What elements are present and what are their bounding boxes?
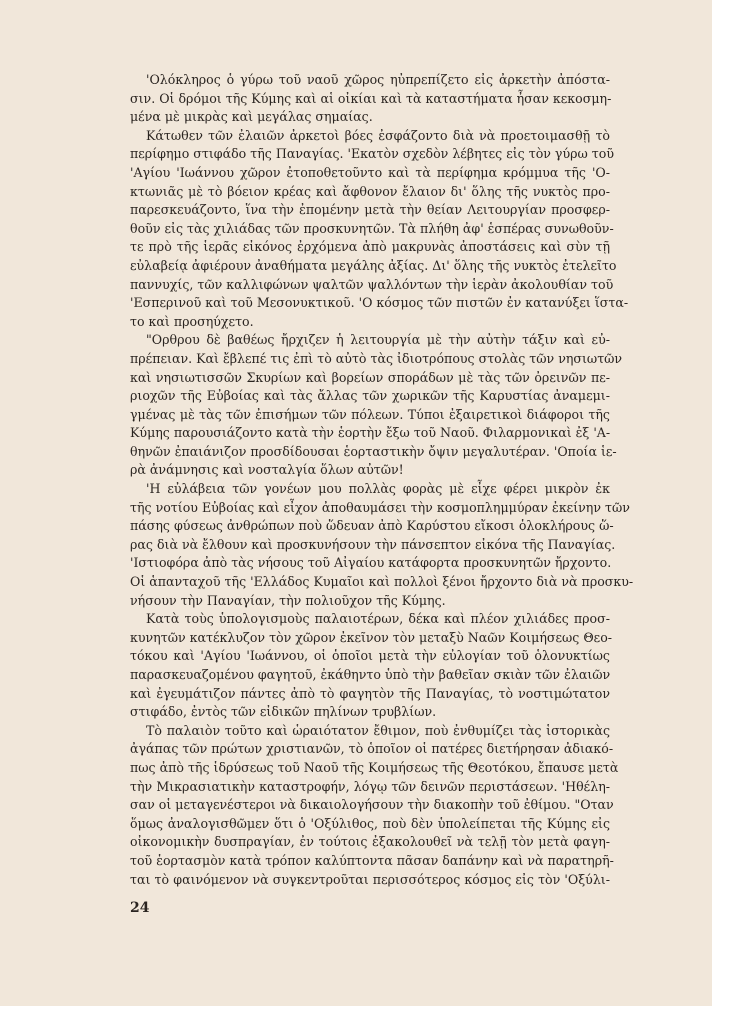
text-line: κυνητῶν κατέκλυζον τὸν χῶρον ἐκεῖνον τὸν μεταξὺ Ναῶν Κοιμήσεως Θεο- bbox=[130, 629, 613, 645]
text-line: τόκου καὶ 'Αγίου 'Ιωάννου, οἱ ὁποῖοι μετὰ τὴν εὐλογίαν τοῦ ὁλονυκτίως bbox=[130, 648, 610, 664]
text-line: 'Ιστιοφόρα ἀπὸ τὰς νήσους τοῦ Αἰγαίου κατάφορτα προσκυνητῶν ἤρχοντο. bbox=[130, 555, 612, 571]
text-line: περίφημο στιφάδο τῆς Παναγίας. 'Εκατὸν σχεδὸν λέβητες εἰς τὸν γύρω τοῦ bbox=[130, 146, 614, 162]
text-line: πως ἀπὸ τῆς ἱδρύσεως τοῦ Ναοῦ τῆς Κοιμήσεως τῆς Θεοτόκου, ἔπαυσε μετὰ bbox=[130, 759, 619, 775]
text-line: ται τὸ φαινόμενον νὰ συγκεντροῦται περισσότερος κόσμος εἰς τὸν 'Οξύλι- bbox=[130, 871, 610, 887]
paragraph bbox=[130, 127, 629, 332]
text-line: τε πρὸ τῆς ἱερᾶς εἰκόνος ἐρχόμενα ἀπὸ μακρυνὰς ἀποστάσεις καὶ σὺν τῇ bbox=[130, 239, 610, 255]
text-line: παρασκευαζομένου φαγητοῦ, ἐκάθηντο ὑπὸ τὴν βαθεῖαν σκιὰν τῶν ἐλαιῶν bbox=[130, 667, 611, 682]
text-line: Οἱ ἁπανταχοῦ τῆς 'Ελλάδος Κυμαῖοι καὶ πολλοὶ ξένοι ἤρχοντο διὰ νὰ προσκυ- bbox=[130, 574, 634, 590]
text-line: Κάτωθεν τῶν ἐλαιῶν ἀρκετοὶ βόες ἐσφάζοντο διὰ νὰ προετοιμασθῇ τὸ bbox=[146, 127, 610, 143]
text-line: τῆς νοτίου Εὐβοίας καὶ εἶχον ἀποθαυμάσει τὴν κοσμοπλημμύραν ἐκείνην τῶν bbox=[130, 499, 630, 515]
text-line: το καὶ προσηύχετο. bbox=[130, 313, 254, 329]
text-line: ριοχῶν τῆς Εὐβοίας καὶ τὰς ἄλλας τῶν χωρικῶν τῆς Καρυστίας ἀναμεμι- bbox=[130, 388, 610, 404]
text-line: παννυχίς, τῶν καλλιφώνων ψαλτῶν ψαλλόντων τὴν ἱερὰν ἀκολουθίαν τοῦ bbox=[130, 276, 614, 292]
text-line: κτωνιᾶς μὲ τὸ βόειον κρέας καὶ ἄφθονον ἔλαιον δι' ὅλης τῆς νυκτὸς προ- bbox=[130, 183, 610, 199]
text-line: Τὸ παλαιὸν τοῦτο καὶ ὡραιότατον ἔθιμον, ποὺ ἐνθυμίζει τὰς ἱστορικὰς bbox=[146, 722, 610, 738]
text-line: Κύμης παρουσιάζοντο κατὰ τὴν ἑορτὴν ἔξω τοῦ Ναοῦ. Φιλαρμονικαὶ ἐξ 'Α- bbox=[130, 425, 611, 441]
text-line: γμένας μὲ τὰς τῶν ἐπισήμων τῶν πόλεων. Τύποι ἐξαιρετικοὶ διάφοροι τῆς bbox=[130, 406, 610, 422]
text-line: καὶ νησιωτισσῶν Σκυρίων καὶ βορείων σποράδων μὲ τὰς τῶν ὀρεινῶν πε- bbox=[130, 369, 610, 385]
text-line: τοῦ ἑορτασμὸν κατὰ τρόπον καλύπτοντα πᾶσαν δαπάνην καὶ νὰ παρατηρῆ- bbox=[130, 852, 614, 868]
paragraph bbox=[130, 331, 623, 480]
text-line: καὶ ἐγευμάτιζον πάντες ἀπὸ τὸ φαγητὸν τῆς Παναγίας, τὸ νοστιμώτατον bbox=[130, 685, 610, 701]
text-line: ρας διὰ νὰ ἔλθουν καὶ προσκυνήσουν τὴν πάνσεπτον εἰκόνα τῆς Παναγίας. bbox=[130, 536, 616, 552]
text-line: "Ορθρου δὲ βαθέως ἤρχιζεν ἡ λειτουργία μὲ τὴν αὐτὴν τάξιν καὶ εὐ- bbox=[146, 332, 610, 348]
text-line: 'Αγίου 'Ιωάννου χῶρον ἐτοποθετοῦντο καὶ τὰ περίφημα κρόμμυα τῆς 'Ο- bbox=[130, 164, 610, 180]
paragraph bbox=[130, 610, 613, 722]
text-line: στιφάδο, ἐντὸς τῶν εἰδικῶν πηλίνων τρυβλίων. bbox=[130, 704, 437, 720]
text-line: ὅμως ἀναλογισθῶμεν ὅτι ὁ 'Οξύλιθος, ποὺ δὲν ὑπολείπεται τῆς Κύμης εἰς bbox=[130, 815, 610, 831]
text-line: 'Ολόκληρος ὁ γύρω τοῦ ναοῦ χῶρος ηὐπρεπίζετο εἰς ἀρκετὴν ἀπόστα- bbox=[146, 72, 610, 87]
text-line: παρεσκευάζοντο, ἵνα τὴν ἐπομένην μετὰ τὴν θείαν Λειτουργίαν προσφερ- bbox=[130, 202, 610, 218]
text-line: θοῦν εἰς τὰς χιλιάδας τῶν προσκυνητῶν. Τὰ πλήθη ἀφ' ἑσπέρας συνωθοῦν- bbox=[130, 220, 614, 236]
text-line: οἰκονομικὴν δυσπραγίαν, ἐν τούτοις ἐξακολουθεῖ νὰ τελῇ τὸν μετὰ φαγη- bbox=[130, 834, 610, 850]
text-line: τὴν Μικρασιατικὴν καταστροφήν, λόγῳ τῶν δεινῶν περιστάσεων. 'Ηθέλη- bbox=[130, 778, 610, 794]
text-line: σιν. Οἱ δρόμοι τῆς Κύμης καὶ αἱ οἰκίαι καὶ τὰ καταστήματα ἦσαν κεκοσμη- bbox=[130, 90, 612, 106]
text-line: πρέπειαν. Καὶ ἔβλεπέ τις ἐπὶ τὸ αὐτὸ τὰς ἰδιοτρόπους στολὰς τῶν νησιωτῶν bbox=[130, 350, 623, 366]
text-line: μένα μὲ μικρὰς καὶ μεγάλας σημαίας. bbox=[130, 109, 373, 125]
text-line: πάσης φύσεως ἀνθρώπων ποὺ ὥδευαν ἀπὸ Καρύστου εἴκοσι ὁλοκλήρους ὥ- bbox=[130, 518, 614, 534]
paragraph bbox=[130, 722, 619, 889]
text-line: ρὰ ἀνάμνησις καὶ νοσταλγία ὅλων αὐτῶν! bbox=[130, 462, 404, 478]
text-line: 'Η εὐλάβεια τῶν γονέων μου πολλὰς φορὰς μὲ εἶχε φέρει μικρὸν ἐκ bbox=[146, 481, 610, 497]
paragraph bbox=[130, 71, 610, 127]
text-line: σαν οἱ μεταγενέστεροι νὰ δικαιολογήσουν τὴν διακοπὴν τοῦ ἐθίμου. "Οταν bbox=[130, 797, 614, 813]
text-line: νήσουν τὴν Παναγίαν, τὴν πολιοῦχον τῆς Κύμης. bbox=[130, 592, 446, 608]
page-number: 24 bbox=[130, 900, 150, 916]
text-line: 'Εσπερινοῦ καὶ τοῦ Μεσονυκτικοῦ. 'Ο κόσμος τῶν πιστῶν ἐν κατανύξει ἵστα- bbox=[130, 295, 629, 311]
body-text bbox=[130, 71, 634, 889]
text-line: εὐλαβείᾳ ἀφιέρουν ἀναθήματα μεγάλης ἀξίας. Δι' ὅλης τῆς νυκτὸς ἐτελεῖτο bbox=[130, 257, 617, 273]
paragraph bbox=[130, 480, 634, 610]
text-line: Κατὰ τοὺς ὑπολογισμοὺς παλαιοτέρων, δέκα καὶ πλέον χιλιάδες προσ- bbox=[146, 611, 610, 627]
text-line: θηνῶν ἐπαιάνιζον προσδίδουσαι ἑορταστικὴν ὄψιν μεγαλυτέραν. 'Οποία ἱε- bbox=[130, 443, 617, 459]
text-line: ἀγάπας τῶν πρώτων χριστιανῶν, τὸ ὁποῖον οἱ πατέρες διετήρησαν ἀδιακό- bbox=[130, 741, 614, 757]
